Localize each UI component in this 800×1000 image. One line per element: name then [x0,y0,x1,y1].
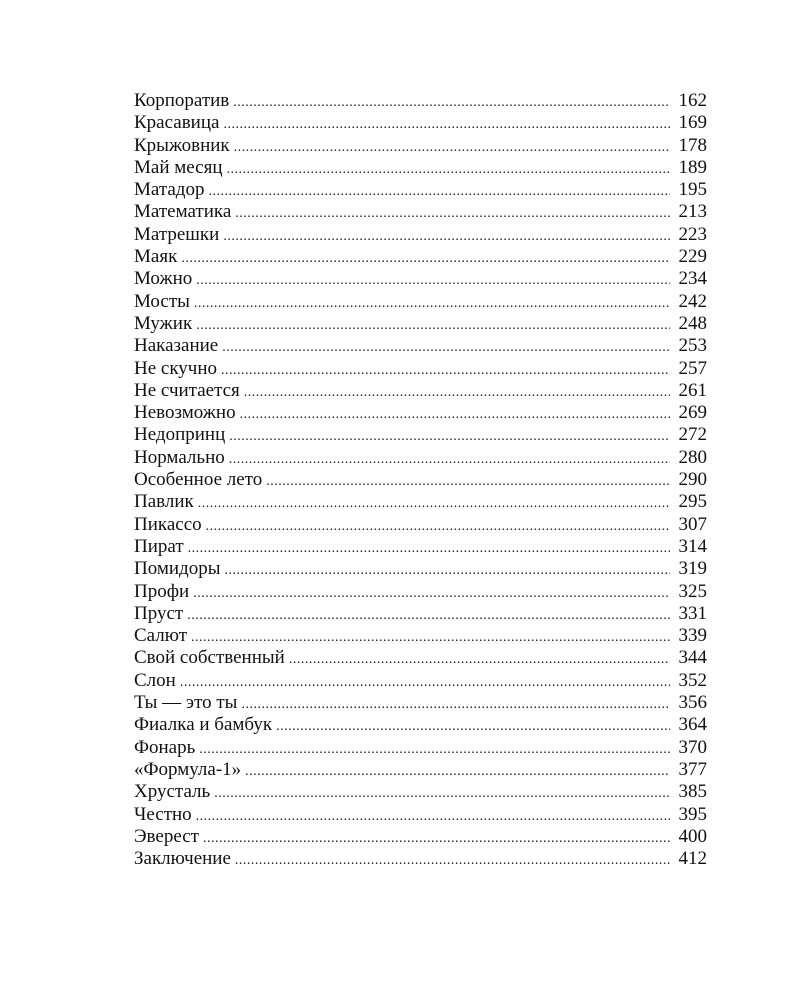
toc-entry[interactable] [134,157,707,179]
toc-title: Май месяц [134,156,223,178]
toc-page-number: 364 [678,714,707,736]
dot-leader [196,315,670,337]
toc-page-number: 385 [678,781,707,803]
dot-leader [196,270,670,292]
toc-entry[interactable] [134,603,707,625]
dot-leader [180,672,670,694]
toc-entry[interactable] [134,313,707,335]
toc-page-number: 213 [678,201,707,223]
toc-page-number: 400 [678,825,707,847]
toc-page-number: 344 [678,647,707,669]
dot-leader [214,783,670,805]
toc-title: Салют [134,625,188,647]
toc-title: Свой собственный [134,647,285,669]
toc-page-number: 370 [678,736,707,758]
toc-page-number: 178 [678,134,707,156]
dot-leader [245,761,670,783]
dot-leader [223,226,670,248]
toc-title: Красавица [134,112,220,134]
dot-leader [196,806,670,828]
toc-page-number: 339 [678,625,707,647]
toc-entry[interactable] [134,804,707,826]
toc-page-number: 395 [678,803,707,825]
toc-entry[interactable] [134,424,707,446]
toc-title: Матадор [134,179,205,201]
toc-title: Невозможно [134,402,236,424]
toc-entry[interactable] [134,759,707,781]
toc-page-number: 356 [678,692,707,714]
toc-title: Фиалка и бамбук [134,714,273,736]
toc-title: Мосты [134,290,190,312]
dot-leader [199,739,670,761]
toc-page-number: 248 [678,312,707,334]
toc-title: Пират [134,535,184,557]
toc-entry[interactable] [134,737,707,759]
toc-entry[interactable] [134,179,707,201]
toc-title: Математика [134,201,232,223]
toc-page-number: 331 [678,602,707,624]
dot-leader [223,114,670,136]
toc-page-number: 269 [678,402,707,424]
toc-title: Фонарь [134,736,196,758]
dot-leader [229,426,670,448]
dot-leader [234,137,670,159]
toc-title: Не считается [134,379,240,401]
toc-title: Не скучно [134,357,218,379]
toc-page-number: 195 [678,179,707,201]
dot-leader [235,850,670,872]
toc-title: Помидоры [134,558,221,580]
toc-entry[interactable] [134,201,707,223]
toc-entry[interactable] [134,112,707,134]
dot-leader [198,493,670,515]
toc-title: Нормально [134,446,225,468]
toc-title: Слон [134,669,176,691]
toc-page-number: 319 [678,558,707,580]
toc-title: Ты — это ты [134,692,238,714]
dot-leader [229,449,670,471]
dot-leader [240,404,670,426]
dot-leader [188,538,670,560]
dot-leader [241,694,670,716]
toc-entry[interactable] [134,647,707,669]
toc-entry[interactable] [134,714,707,736]
toc-entry[interactable] [134,268,707,290]
toc-entry[interactable] [134,692,707,714]
toc-entry[interactable] [134,246,707,268]
dot-leader [224,560,670,582]
toc-title: Эверест [134,825,199,847]
toc-entry[interactable] [134,358,707,380]
dot-leader [289,649,670,671]
toc-entry[interactable] [134,447,707,469]
toc-entry[interactable] [134,536,707,558]
toc-title: Павлик [134,491,194,513]
toc-title: Заключение [134,848,231,870]
toc-page-number: 253 [678,335,707,357]
toc-entry[interactable] [134,469,707,491]
toc-entry[interactable] [134,402,707,424]
toc-entry[interactable] [134,625,707,647]
toc-title: Недопринц [134,424,226,446]
toc-entry[interactable] [134,291,707,313]
toc-page-number: 261 [678,379,707,401]
toc-page-number: 223 [678,223,707,245]
toc-page-number: 352 [678,669,707,691]
toc-page-number: 290 [678,469,707,491]
toc-title: Хрусталь [134,781,211,803]
toc-title: Наказание [134,335,219,357]
dot-leader [203,828,670,850]
toc-entry[interactable] [134,826,707,848]
toc-page-number: 162 [678,90,707,111]
toc-entry[interactable] [134,581,707,603]
toc-entry[interactable] [134,90,707,112]
toc-page-number: 229 [678,246,707,268]
dot-leader [235,203,670,225]
toc-page-number: 295 [678,491,707,513]
toc-title: Можно [134,268,193,290]
table-of-contents [134,90,707,870]
dot-leader [206,516,670,538]
toc-entry[interactable] [134,335,707,357]
toc-title: Пикассо [134,513,202,535]
dot-leader [227,159,670,181]
dot-leader [266,471,670,493]
dot-leader [193,583,670,605]
dot-leader [208,181,670,203]
toc-entry[interactable] [134,558,707,580]
dot-leader [181,248,670,270]
toc-entry[interactable] [134,848,707,870]
dot-leader [222,337,670,359]
toc-title: Особенное лето [134,469,263,491]
toc-page-number: 377 [678,758,707,780]
toc-page-number: 272 [678,424,707,446]
toc-entry[interactable] [134,781,707,803]
toc-page-number: 234 [678,268,707,290]
dot-leader [187,605,670,627]
toc-page-number: 189 [678,156,707,178]
toc-title: Профи [134,580,190,602]
toc-title: Корпоратив [134,90,230,111]
toc-title: «Формула-1» [134,758,242,780]
toc-title: Пруст [134,602,184,624]
toc-page-number: 169 [678,112,707,134]
toc-title: Мужик [134,312,193,334]
dot-leader [233,92,670,114]
toc-page-number: 280 [678,446,707,468]
toc-entry[interactable] [134,491,707,513]
toc-entry[interactable] [134,514,707,536]
dot-leader [244,382,670,404]
toc-entry[interactable] [134,224,707,246]
toc-entry[interactable] [134,135,707,157]
toc-page-number: 314 [678,535,707,557]
toc-entry[interactable] [134,380,707,402]
toc-page-number: 307 [678,513,707,535]
toc-page-number: 257 [678,357,707,379]
toc-title: Матрешки [134,223,220,245]
toc-title: Крыжовник [134,134,230,156]
toc-title: Честно [134,803,192,825]
dot-leader [194,293,670,315]
toc-page-number: 325 [678,580,707,602]
toc-entry[interactable] [134,670,707,692]
dot-leader [221,360,670,382]
toc-title: Маяк [134,246,178,268]
dot-leader [191,627,670,649]
toc-page-number: 412 [678,848,707,870]
toc-page-number: 242 [678,290,707,312]
dot-leader [276,716,670,738]
